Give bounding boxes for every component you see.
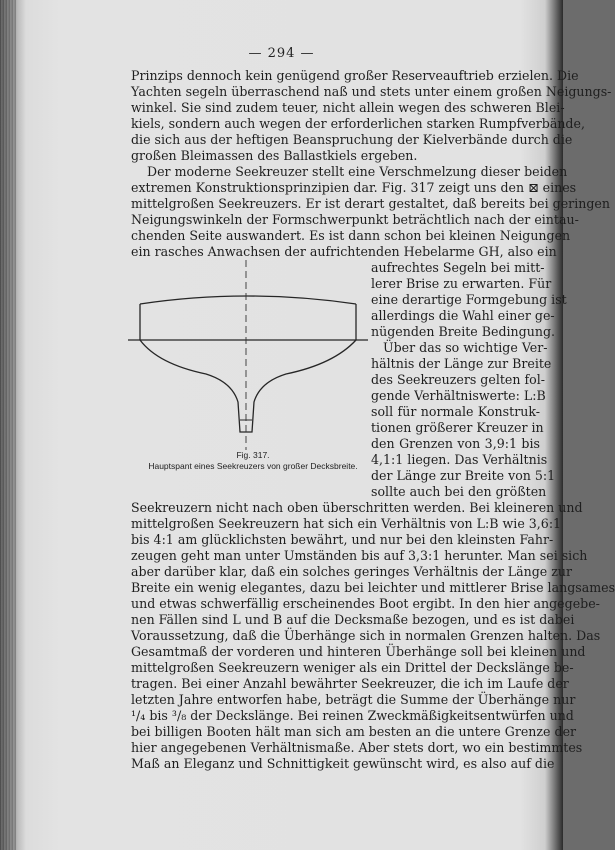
text-line: Neigungswinkeln der Formschwerpunkt beträchtlich nach der eintau- (131, 212, 579, 227)
text-line: ein rasches Anwachsen der aufrichtenden Hebelarme GH, also ein (131, 244, 557, 259)
figure-number: Fig. 317. (236, 450, 270, 460)
text-line: bei billigen Booten hält man sich am besten an die untere Grenze der (131, 724, 577, 739)
text-line: die sich aus der heftigen Beanspruchung der Kielverbände durch die (131, 132, 573, 147)
text-line: Der moderne Seekreuzer stellt eine Verschmelzung dieser beiden (147, 164, 568, 179)
text-line: winkel. Sie sind zudem teuer, nicht allein wegen des schweren Blei- (131, 100, 565, 115)
text-line: allerdings die Wahl einer ge- (371, 308, 555, 323)
text-line: hier angegebenen Verhältnismaße. Aber stets dort, wo ein bestimmtes (131, 740, 583, 755)
text-line: eine derartige Formgebung ist (371, 292, 567, 307)
hull-section-drawing (128, 260, 368, 455)
text-line: mittelgroßen Seekreuzern weniger als ein Drittel der Deckslänge be- (131, 660, 574, 675)
text-line: sollte auch bei den größten (371, 484, 547, 499)
text-line: Breite ein wenig elegantes, dazu bei leichter und mittlerer Brise langsames (131, 580, 615, 595)
book-spine (0, 0, 16, 850)
midship-section-figure (128, 260, 368, 455)
text-line: Seekreuzern nicht nach oben überschritten werden. Bei kleineren und (131, 500, 583, 515)
text-line: kiels, sondern auch wegen der erforderlichen starken Rumpfverbände, (131, 116, 585, 131)
text-line: nen Fällen sind L und B auf die Decksmaße bezogen, und es ist dabei (131, 612, 575, 627)
text-line: den Grenzen von 3,9:1 bis (371, 436, 540, 451)
text-line: Über das so wichtige Ver- (383, 340, 548, 355)
figure-title: Hauptspant eines Seekreuzers von großer Decksbreite. (148, 461, 358, 471)
text-line: großen Bleimassen des Ballastkiels ergeben. (131, 148, 418, 163)
text-line: Maß an Eleganz und Schnittigkeit gewünscht wird, es also auf die (131, 756, 555, 771)
text-line: des Seekreuzers gelten fol- (371, 372, 546, 387)
text-line: chenden Seite auswandert. Es ist dann schon bei kleinen Neigungen (131, 228, 571, 243)
text-line: Gesamtmaß der vorderen und hinteren Überhänge soll bei kleinen und (131, 644, 586, 659)
text-line: soll für normale Konstruk- (371, 404, 540, 419)
text-line: zeugen geht man unter Umständen bis auf 3,3:1 herunter. Man sei sich (131, 548, 588, 563)
page-number: — 294 — (248, 46, 315, 61)
text-line: Prinzips dennoch kein genügend großer Reserveauftrieb erzielen. Die (131, 68, 579, 83)
text-line: und etwas schwerfällig erscheinendes Boot ergibt. In den hier angegebe- (131, 596, 600, 611)
deck-line (140, 296, 356, 304)
text-line: mittelgroßen Seekreuzern hat sich ein Verhältnis von L:B wie 3,6:1 (131, 516, 562, 531)
text-line: nügenden Breite Bedingung. (371, 324, 556, 339)
text-line: extremen Konstruktionsprinzipien dar. Fig. 317 zeigt uns den ⊠ eines (131, 180, 577, 195)
figure-caption (128, 450, 378, 472)
text-line: aber darüber klar, daß ein solches geringes Verhältnis der Länge zur (131, 564, 573, 579)
text-line: Voraussetzung, daß die Überhänge sich in normalen Grenzen halten. Das (131, 628, 601, 643)
text-line: hältnis der Länge zur Breite (371, 356, 552, 371)
text-line: tragen. Bei einer Anzahl bewährter Seekreuzer, die ich im Laufe der (131, 676, 569, 691)
text-line: tionen größerer Kreuzer in (371, 420, 544, 435)
text-line: ¹/₄ bis ³/₈ der Deckslänge. Bei reinen Zweckmäßigkeitsentwürfen und (131, 708, 574, 723)
text-line: mittelgroßen Seekreuzers. Er ist derart gestaltet, daß bereits bei geringen (131, 196, 610, 211)
hull-outline (140, 304, 356, 432)
text-line: aufrechtes Segeln bei mitt- (371, 260, 545, 275)
text-line: bis 4:1 am glücklichsten bewährt, und nur bei den kleinsten Fahr- (131, 532, 554, 547)
text-line: letzten Jahre entworfen habe, beträgt die Summe der Überhänge nur (131, 692, 576, 707)
text-line: 4,1:1 liegen. Das Verhältnis (371, 452, 548, 467)
text-line: der Länge zur Breite von 5:1 (371, 468, 556, 483)
text-line: lerer Brise zu erwarten. Für (371, 276, 552, 291)
text-line: gende Verhältniswerte: L:B (371, 388, 546, 403)
text-line: Yachten segeln überraschend naß und stets unter einem großen Neigungs- (131, 84, 612, 99)
